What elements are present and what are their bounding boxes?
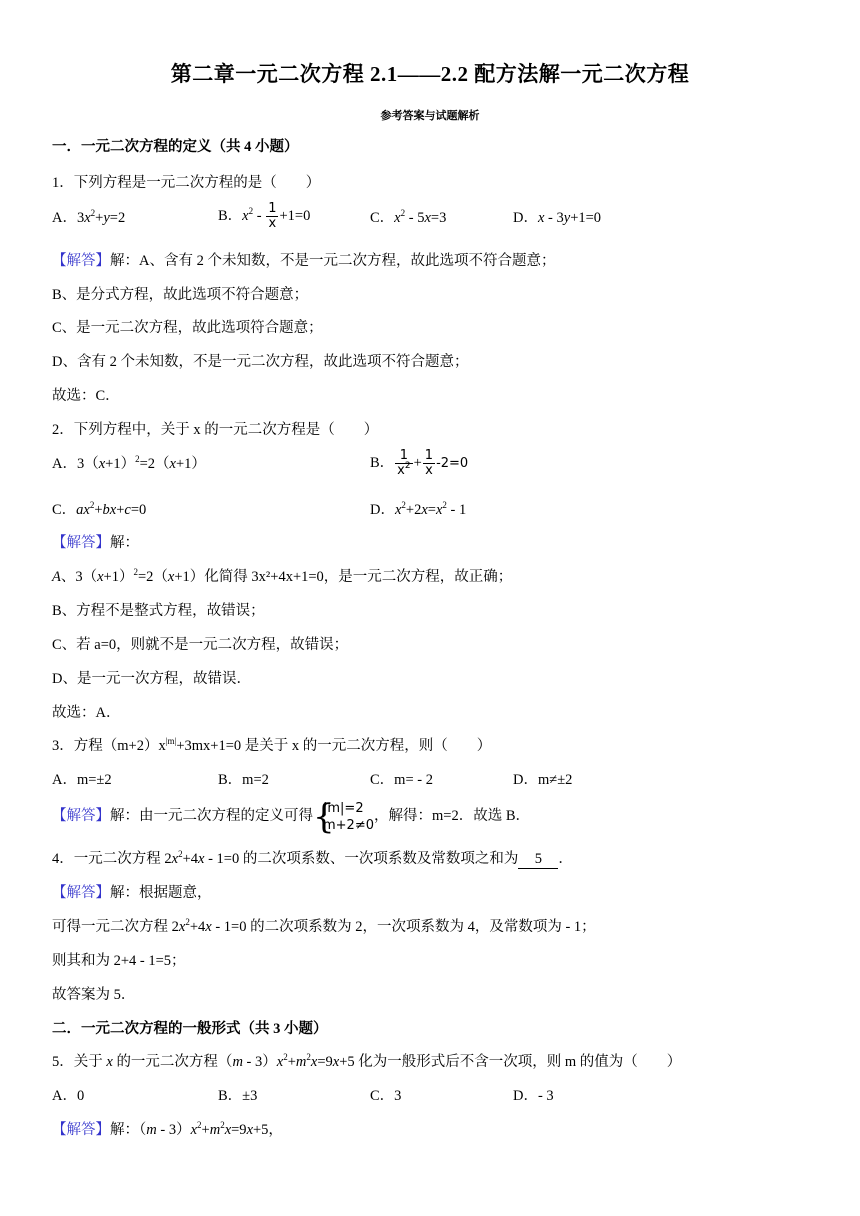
question-3-stem: 3．方程$(m+2)x^{|m|}+3mx+1=0$ 是关于 x 的一元二次方程，则（ ） xyxy=(52,736,492,754)
document-subtitle: 参考答案与试题解析 xyxy=(380,110,480,122)
q2-answer-line-4: D、是一元一次方程，故错误． xyxy=(52,671,251,687)
equation-system: { |m|=2 m+2≠0 xyxy=(313,796,374,837)
q3-option-a: A．m=±2 xyxy=(52,772,112,788)
q2-answer-line-0: 【解答】解： xyxy=(52,535,139,551)
q4-answer-line-3: 则其和为 2+4 - 1=5； xyxy=(52,953,186,969)
question-1-stem: 1．下列方程是一元二次方程的是（ ） xyxy=(52,175,321,191)
q4-answer-line-4: 故答案为 5． xyxy=(52,987,136,1003)
q2-option-a: A．$3(x+1)^2=2(x+1)$ xyxy=(52,454,206,472)
q2-answer-line-5: 故选：A． xyxy=(52,705,121,721)
q1-answer-line-3: C、是一元二次方程，故此选项符合题意； xyxy=(52,320,323,336)
answer-tag: 【解答】 xyxy=(52,808,110,824)
answer-blank: 5 xyxy=(518,850,558,869)
q2-option-b: B． $\frac{1}{x^2}$ + $\frac{1}{x}$ -2=0 xyxy=(370,448,469,478)
q3-option-c: C．m= - 2 xyxy=(370,772,433,788)
question-5-stem: 5．关于 x 的一元二次方程$(m - 3)x^2+m^2x=9x+5$ 化为一般形式后不含一次项，则 m 的值为（ ） xyxy=(52,1052,682,1070)
fraction-1-over-x: $\frac{1}{x}$ xyxy=(268,201,277,231)
q4-answer-line-2: 可得一元二次方程 $2x^2+4x - 1=0$ 的二次项系数为 2，一次项系数为 4，及常数项为 - 1； xyxy=(52,917,596,935)
q1-answer-line-5: 故选：C． xyxy=(52,388,120,404)
q3-option-d: D．m≠±2 xyxy=(513,772,573,788)
q5-answer-line-1: 【解答】解：$(m - 3)x^2+m^2x=9x+5$， xyxy=(52,1120,283,1138)
question-4-stem: 4．一元二次方程 $2x^2+4x - 1=0$ 的二次项系数、一次项系数及常数项之和为 5 ． xyxy=(52,849,573,867)
q2-answer-line-3: C、若 a=0，则就不是一元二次方程，故错误； xyxy=(52,637,349,653)
q1-answer-line-2: B、是分式方程，故此选项不符合题意； xyxy=(52,287,309,303)
q1-answer-line-4: D、含有 2 个未知数，不是一元二次方程，故此选项不符合题意； xyxy=(52,354,469,370)
q1-option-d: D．x - 3y+1=0 xyxy=(513,210,602,226)
document-title: 第二章一元二次方程 2.1——2.2 配方法解一元二次方程 xyxy=(170,62,690,86)
q1-option-b: B．$x^2$ - $\frac{1}{x}$ +1=0 xyxy=(218,201,311,231)
section-heading-1: 一．一元二次方程的定义（共 4 小题） xyxy=(52,139,299,155)
q2-answer-line-1: A、$3(x+1)^2=2(x+1)$化简得 3x²+4x+1=0，是一元二次方程，故正确； xyxy=(52,567,513,585)
answer-tag: 【解答】 xyxy=(52,253,110,269)
section-heading-2: 二．一元二次方程的一般形式（共 3 小题） xyxy=(52,1021,328,1037)
q2-option-c: C．$ax^2+bx+c=0$ xyxy=(52,500,147,518)
q5-option-a: A．0 xyxy=(52,1088,85,1104)
question-2-stem: 2．下列方程中，关于 x 的一元二次方程是（ ） xyxy=(52,422,379,438)
answer-tag: 【解答】 xyxy=(52,1122,110,1138)
q1-answer-line-1: 【解答】解：A、含有 2 个未知数，不是一元二次方程，故此选项不符合题意； xyxy=(52,253,556,269)
q3-option-b: B．m=2 xyxy=(218,772,269,788)
q3-answer-line-1: 【解答】解：由一元二次方程的定义可得 { |m|=2 m+2≠0 ，解得：m=2．故选 B． xyxy=(52,796,531,837)
q5-option-c: C．3 xyxy=(370,1088,402,1104)
q1-option-a: A．$3x^2+y=2$ xyxy=(52,208,126,226)
q1-option-c: C．$x^2 - 5x=3$ xyxy=(370,208,447,226)
q4-answer-line-1: 【解答】解：根据题意， xyxy=(52,885,212,901)
q2-answer-line-2: B、方程不是整式方程，故错误； xyxy=(52,603,265,619)
q5-option-b: B．±3 xyxy=(218,1088,258,1104)
q2-option-d: D．$x^2+2x=x^2 - 1$ xyxy=(370,500,467,518)
answer-tag: 【解答】 xyxy=(52,885,110,901)
answer-tag: 【解答】 xyxy=(52,535,110,551)
q5-option-d: D．- 3 xyxy=(513,1088,554,1104)
